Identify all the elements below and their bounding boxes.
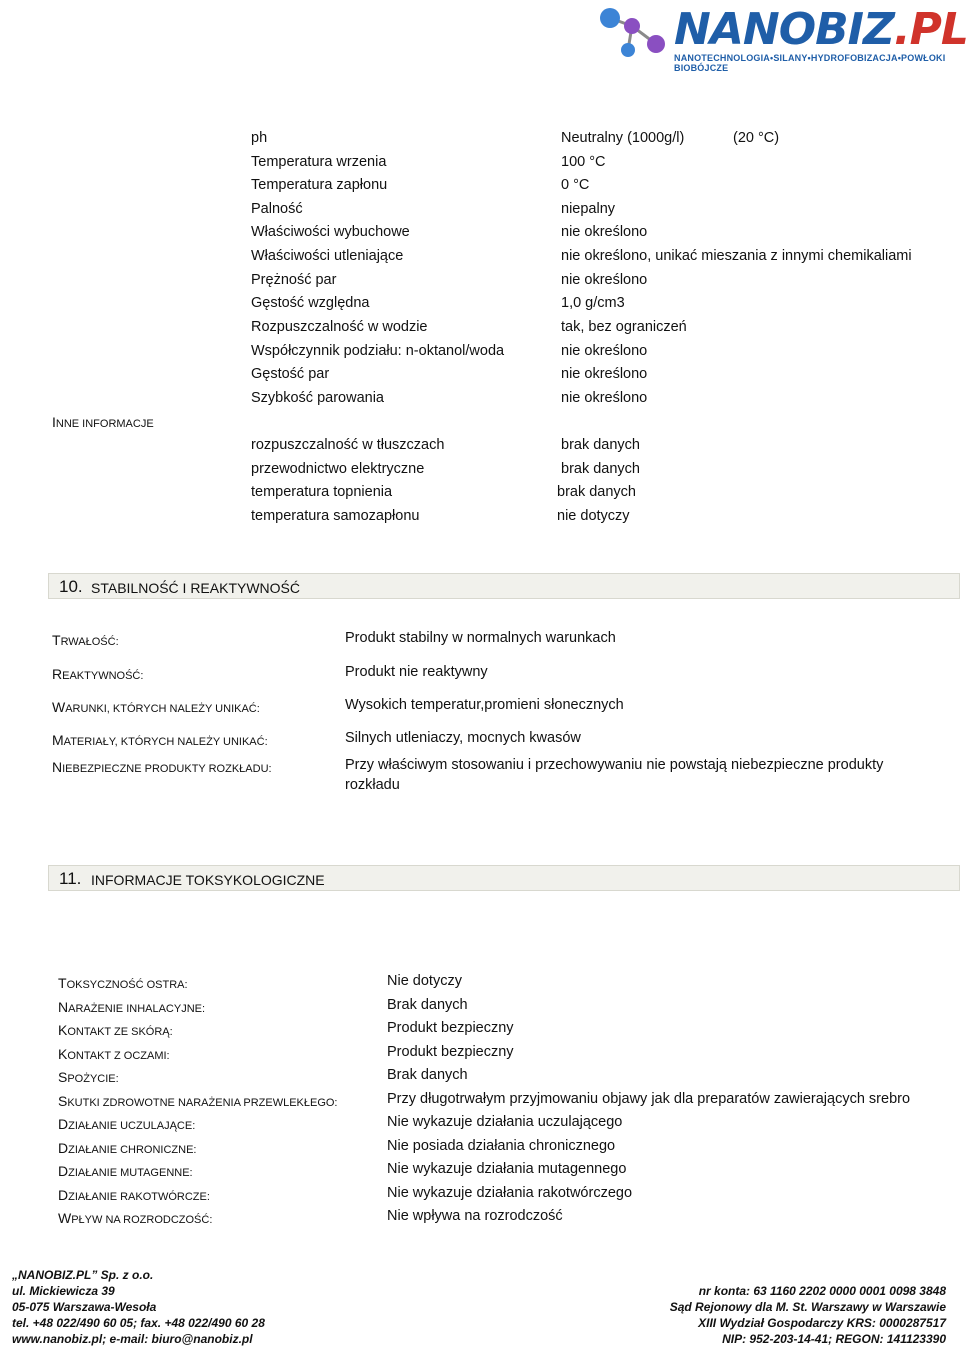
property-value: 1,0 g/cm3 bbox=[561, 295, 625, 311]
footer-address-line: „NANOBIZ.PL” Sp. z o.o. bbox=[12, 1268, 154, 1282]
footer-web-email[interactable]: www.nanobiz.pl; e-mail: biuro@nanobiz.pl bbox=[12, 1332, 253, 1346]
property-label: Temperatura wrzenia bbox=[251, 154, 387, 170]
field-value: Wysokich temperatur,promieni słonecznych bbox=[345, 697, 624, 713]
property-value: nie dotyczy bbox=[557, 508, 630, 524]
section-number: 10. bbox=[59, 577, 83, 596]
property-value: nie określono bbox=[561, 272, 648, 288]
field-label: SKUTKI ZDROWOTNE NARAŻENIA PRZEWLEKŁEGO: bbox=[58, 1093, 338, 1109]
field-label: WARUNKI, KTÓRYCH NALEŻY UNIKAĆ: bbox=[52, 699, 260, 715]
property-label: Rozpuszczalność w wodzie bbox=[251, 319, 428, 335]
property-label: temperatura topnienia bbox=[251, 484, 393, 500]
field-label: REAKTYWNOŚĆ: bbox=[52, 666, 144, 682]
section-10-header bbox=[48, 573, 960, 599]
field-value: Nie wykazuje działania uczulającego bbox=[387, 1114, 623, 1130]
footer-address-line: 05-075 Warszawa-Wesoła bbox=[12, 1300, 157, 1314]
section-title: STABILNOŚĆ I REAKTYWNOŚĆ bbox=[91, 580, 300, 596]
field-value: Nie wykazuje działania mutagennego bbox=[387, 1161, 627, 1177]
logo-wordmark: NANOBIZ.PL bbox=[674, 4, 968, 55]
molecule-icon bbox=[598, 4, 672, 66]
property-label: Prężność par bbox=[251, 272, 337, 288]
property-label: Palność bbox=[251, 201, 303, 217]
field-label: KONTAKT ZE SKÓRĄ: bbox=[58, 1022, 173, 1038]
property-value: brak danych bbox=[561, 461, 640, 477]
field-label: DZIAŁANIE CHRONICZNE: bbox=[58, 1140, 197, 1156]
footer-company-line: NIP: 952-203-14-41; REGON: 141123390 bbox=[722, 1332, 946, 1346]
footer-company-line: nr konta: 63 1160 2202 0000 0001 0098 3848 bbox=[698, 1284, 946, 1298]
field-label: WPŁYW NA ROZRODCZOŚĆ: bbox=[58, 1210, 213, 1226]
field-value: Produkt bezpieczny bbox=[387, 1020, 514, 1036]
footer-address-line: ul. Mickiewicza 39 bbox=[12, 1284, 115, 1298]
property-extra: (20 °C) bbox=[733, 130, 780, 146]
field-value: Silnych utleniaczy, mocnych kwasów bbox=[345, 730, 581, 746]
other-info-label: INNE INFORMACJE bbox=[52, 414, 154, 430]
footer-company-line: XIII Wydział Gospodarczy KRS: 0000287517 bbox=[698, 1316, 946, 1330]
property-label: Szybkość parowania bbox=[251, 390, 384, 406]
section-number: 11. bbox=[59, 869, 82, 888]
field-value-continued: rozkładu bbox=[345, 777, 400, 793]
field-label: KONTAKT Z OCZAMI: bbox=[58, 1046, 170, 1062]
property-label: Współczynnik podziału: n-oktanol/woda bbox=[251, 343, 505, 359]
field-label: SPOŻYCIE: bbox=[58, 1069, 119, 1085]
field-label: DZIAŁANIE UCZULAJĄCE: bbox=[58, 1116, 196, 1132]
property-value: niepalny bbox=[561, 201, 616, 217]
property-value: nie określono bbox=[561, 224, 648, 240]
field-value: Produkt nie reaktywny bbox=[345, 664, 488, 680]
property-label: Właściwości utleniające bbox=[251, 248, 404, 264]
property-label: Właściwości wybuchowe bbox=[251, 224, 410, 240]
property-value: nie określono bbox=[561, 343, 648, 359]
company-logo bbox=[598, 4, 968, 73]
property-label: ph bbox=[251, 130, 268, 146]
field-label: DZIAŁANIE RAKOTWÓRCZE: bbox=[58, 1187, 210, 1203]
section-11-header bbox=[48, 865, 960, 891]
field-value: Brak danych bbox=[387, 1067, 468, 1083]
property-value: nie określono bbox=[561, 366, 648, 382]
footer-address-line: tel. +48 022/490 60 05; fax. +48 022/490 60 28 bbox=[12, 1316, 265, 1330]
property-value: nie określono, unikać mieszania z innymi chemikaliami bbox=[561, 248, 912, 264]
field-label: NARAŻENIE INHALACYJNE: bbox=[58, 999, 206, 1015]
property-value: Neutralny (1000g/l) bbox=[561, 130, 685, 146]
field-value: Nie dotyczy bbox=[387, 973, 462, 989]
property-value: brak danych bbox=[557, 484, 636, 500]
field-label: DZIAŁANIE MUTAGENNE: bbox=[58, 1163, 193, 1179]
property-label: rozpuszczalność w tłuszczach bbox=[251, 437, 445, 453]
property-value: tak, bez ograniczeń bbox=[561, 319, 687, 335]
logo-tagline: NANOTECHNOLOGIA•SILANY•HYDROFOBIZACJA•POWŁOKI BIOBÓJCZE bbox=[674, 53, 946, 73]
field-value: Nie wpływa na rozrodczość bbox=[387, 1208, 563, 1224]
property-value: nie określono bbox=[561, 390, 648, 406]
field-label: NIEBEZPIECZNE PRODUKTY ROZKŁADU: bbox=[52, 759, 272, 775]
field-value: Produkt bezpieczny bbox=[387, 1044, 514, 1060]
section-title: INFORMACJE TOKSYKOLOGICZNE bbox=[91, 872, 325, 888]
property-label: temperatura samozapłonu bbox=[251, 508, 420, 524]
field-value: Nie wykazuje działania rakotwórczego bbox=[387, 1185, 633, 1201]
footer-company-line: Sąd Rejonowy dla M. St. Warszawy w Warszawie bbox=[669, 1300, 946, 1314]
field-value: Przy właściwym stosowaniu i przechowywaniu nie powstają niebezpieczne produkty bbox=[345, 757, 884, 773]
field-value: Przy długotrwałym przyjmowaniu objawy jak dla preparatów zawierających srebro bbox=[387, 1091, 911, 1107]
property-label: przewodnictwo elektryczne bbox=[251, 461, 425, 477]
field-value: Produkt stabilny w normalnych warunkach bbox=[345, 630, 616, 646]
property-label: Gęstość par bbox=[251, 366, 330, 382]
field-label: TOKSYCZNOŚĆ OSTRA: bbox=[58, 975, 188, 991]
field-label: TRWAŁOŚĆ: bbox=[52, 632, 119, 648]
property-value: 0 °C bbox=[561, 177, 590, 193]
property-value: brak danych bbox=[561, 437, 640, 453]
field-value: Brak danych bbox=[387, 997, 468, 1013]
property-label: Temperatura zapłonu bbox=[251, 177, 388, 193]
property-value: 100 °C bbox=[561, 154, 606, 170]
property-label: Gęstość względna bbox=[251, 295, 370, 311]
field-value: Nie posiada działania chronicznego bbox=[387, 1138, 616, 1154]
field-label: MATERIAŁY, KTÓRYCH NALEŻY UNIKAĆ: bbox=[52, 732, 268, 748]
